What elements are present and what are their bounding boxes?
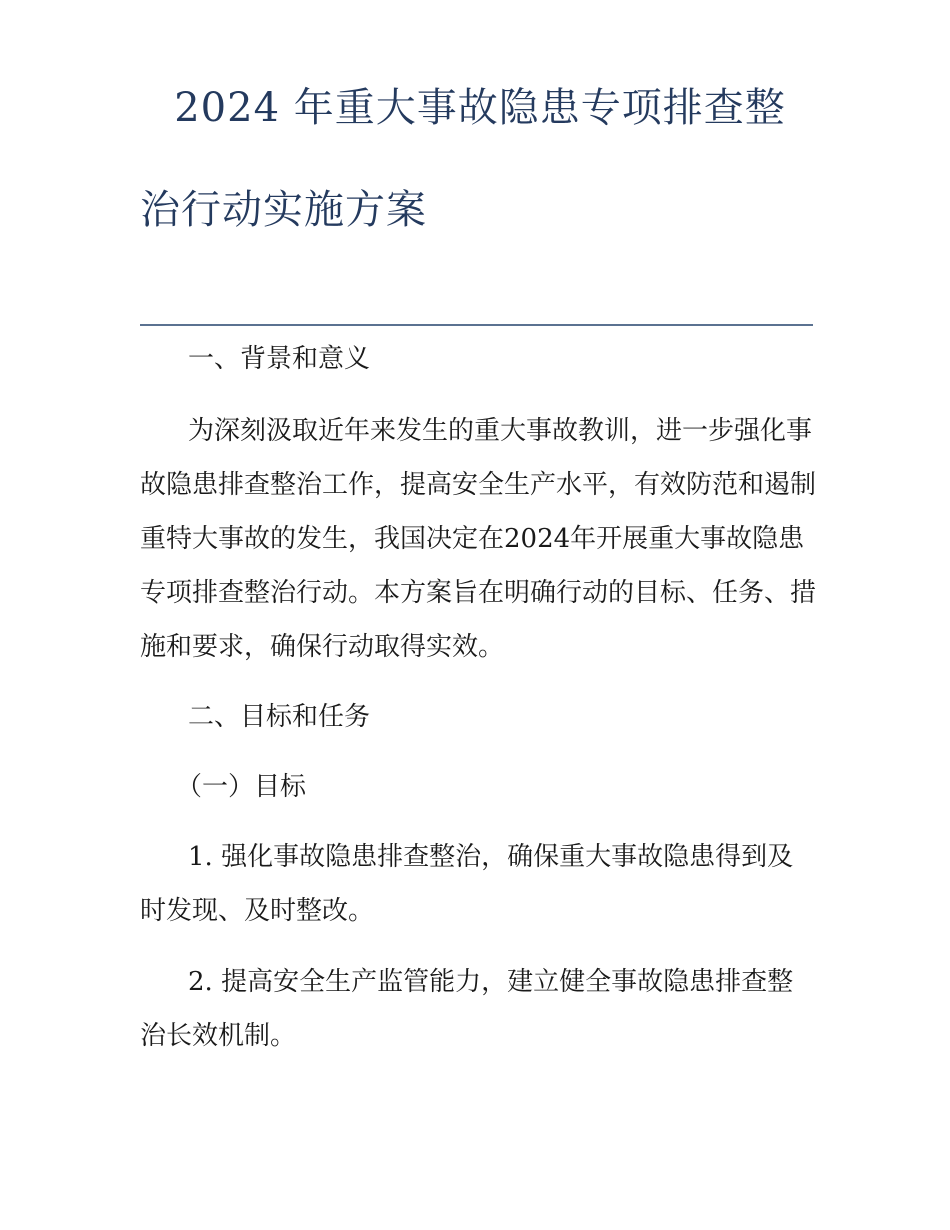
section-1-paragraph: 为深刻汲取近年来发生的重大事故教训，进一步强化事故隐患排查整治工作，提高安全生产水平，有效防范和遏制重特大事故的发生，我国决定在2024年开展重大事故隐患专项排查整治行动。本方案旨在明确行动的目标、任务、措施和要求，确保行动取得实效。 [140, 416, 817, 662]
document-title [140, 85, 820, 233]
title-line-2: 治行动实施方案 [140, 187, 427, 233]
section-1-heading: 一、背景和意义 [188, 344, 371, 374]
goal-item-2: 2. 提高安全生产监管能力，建立健全事故隐患排查整治长效机制。 [140, 967, 794, 1051]
goal-item-1: 1. 强化事故隐患排查整治，确保重大事故隐患得到及时发现、及时整改。 [140, 842, 794, 926]
title-line-1: 2024 年重大事故隐患专项排查整 [174, 85, 786, 131]
title-divider [140, 324, 813, 326]
subsection-1-heading: （一）目标 [176, 772, 307, 802]
section-2-heading: 二、目标和任务 [188, 702, 371, 732]
